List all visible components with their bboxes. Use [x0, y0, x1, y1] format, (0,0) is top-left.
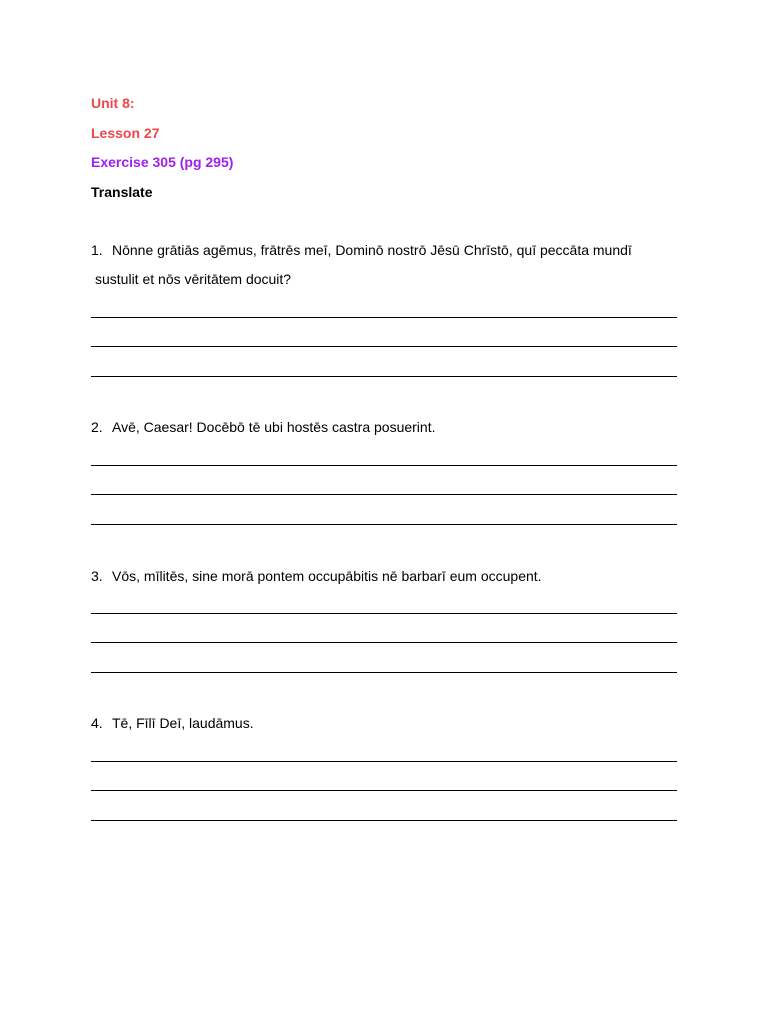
question-4	[91, 709, 677, 738]
answer-line[interactable]	[91, 761, 677, 762]
unit-heading: Unit 8:	[91, 95, 135, 111]
answer-line[interactable]	[91, 346, 677, 347]
question-number: 2.	[91, 419, 103, 435]
question-text: Avē, Caesar! Docēbō tē ubi hostēs castra posuerint.	[112, 419, 436, 435]
question-text-continued: sustulit et nōs vēritātem docuit?	[95, 271, 292, 287]
question-text: Vōs, mīlitēs, sine morā pontem occupābitis nē barbarī eum occupent.	[112, 568, 542, 584]
answer-line[interactable]	[91, 642, 677, 643]
question-number: 1.	[91, 242, 103, 258]
lesson-heading: Lesson 27	[91, 125, 160, 141]
answer-line[interactable]	[91, 672, 677, 673]
question-number: 4.	[91, 715, 103, 731]
question-text: Nōnne grātiās agēmus, frātrēs meī, Dominō nostrō Jēsū Chrīstō, quī peccāta mundī	[112, 242, 632, 258]
answer-line[interactable]	[91, 524, 677, 525]
instruction-heading: Translate	[91, 184, 153, 200]
question-2	[91, 413, 677, 442]
answer-line[interactable]	[91, 613, 677, 614]
answer-line[interactable]	[91, 494, 677, 495]
question-number: 3.	[91, 568, 103, 584]
exercise-heading: Exercise 305 (pg 295)	[91, 154, 234, 170]
answer-line[interactable]	[91, 820, 677, 821]
answer-line[interactable]	[91, 790, 677, 791]
answer-line[interactable]	[91, 465, 677, 466]
answer-line[interactable]	[91, 376, 677, 377]
answer-line[interactable]	[91, 317, 677, 318]
question-text: Tē, Fīlī Deī, laudāmus.	[112, 715, 254, 731]
question-3	[91, 562, 677, 591]
question-1	[91, 236, 677, 294]
